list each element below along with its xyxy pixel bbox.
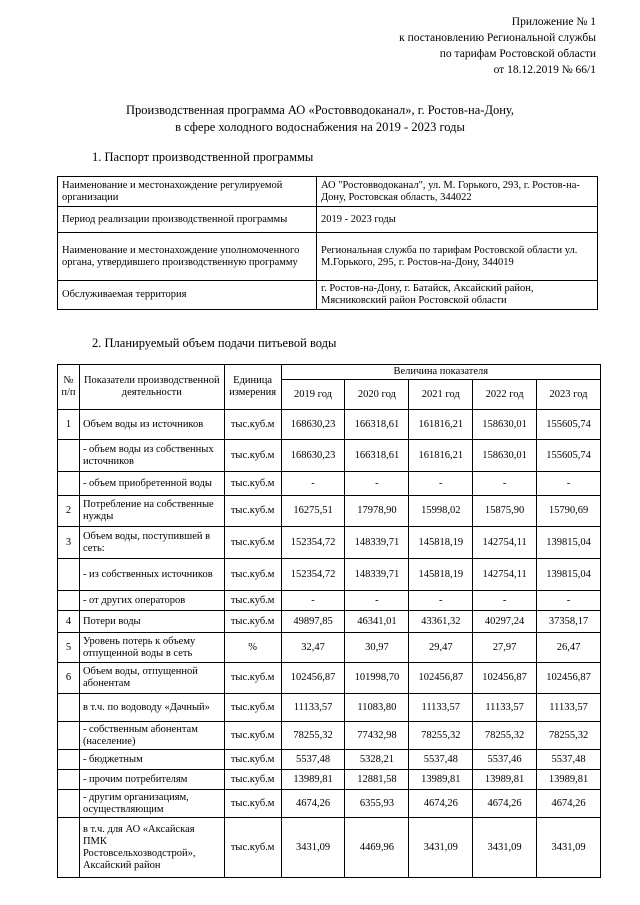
passport-key: Наименование и местонахождение регулируемой организации <box>58 177 317 207</box>
appendix-block <box>399 14 596 78</box>
table-row <box>58 694 601 722</box>
title-line: в сфере холодного водоснабжения на 2019 - 2023 годы <box>175 120 465 134</box>
row-num: 3 <box>58 527 80 559</box>
row-num <box>58 694 80 722</box>
row-num: 5 <box>58 633 80 663</box>
row-value: 102456,87 <box>537 663 601 694</box>
row-num: 4 <box>58 611 80 633</box>
row-value: 145818,19 <box>409 559 473 591</box>
row-value: 40297,24 <box>473 611 537 633</box>
table-row <box>58 790 601 818</box>
table-row <box>58 559 601 591</box>
row-value: - <box>409 591 473 611</box>
table-row <box>58 722 601 750</box>
row-num <box>58 722 80 750</box>
header-value-group: Величина показателя <box>281 365 600 380</box>
table-row <box>58 472 601 496</box>
row-unit: тыс.куб.м <box>224 663 281 694</box>
appendix-line: к постановлению Региональной службы <box>399 32 596 44</box>
row-name: в т.ч. для АО «Аксайская ПМК Ростовсельхозводстрой», Аксайский район <box>79 818 224 878</box>
row-value: 4674,26 <box>281 790 345 818</box>
table-row <box>58 770 601 790</box>
row-value: 6355,93 <box>345 790 409 818</box>
table-row <box>58 591 601 611</box>
table-row <box>58 410 601 440</box>
passport-row <box>58 281 598 310</box>
row-num <box>58 559 80 591</box>
row-value: 145818,19 <box>409 527 473 559</box>
row-value: 78255,32 <box>473 722 537 750</box>
row-value: 4469,96 <box>345 818 409 878</box>
row-num: 2 <box>58 496 80 527</box>
row-value: 155605,74 <box>537 440 601 472</box>
header-year: 2023 год <box>537 380 601 410</box>
table-row <box>58 527 601 559</box>
passport-key: Наименование и местонахождение уполномоченного органа, утвердившего производственную программу <box>58 233 317 281</box>
row-name: в т.ч. по водоводу «Дачный» <box>79 694 224 722</box>
row-unit: тыс.куб.м <box>224 440 281 472</box>
appendix-line: по тарифам Ростовской области <box>439 48 596 60</box>
row-name: Объем воды, поступившей в сеть: <box>79 527 224 559</box>
row-unit: % <box>224 633 281 663</box>
row-value: 11083,80 <box>345 694 409 722</box>
row-name: Объем воды, отпущенной абонентам <box>79 663 224 694</box>
table-row <box>58 440 601 472</box>
row-value: 13989,81 <box>409 770 473 790</box>
row-num <box>58 790 80 818</box>
passport-row <box>58 177 598 207</box>
header-unit: Единица измерения <box>224 365 281 410</box>
row-value: - <box>281 591 345 611</box>
row-value: 15790,69 <box>537 496 601 527</box>
row-value: 77432,98 <box>345 722 409 750</box>
row-num <box>58 472 80 496</box>
row-value: 139815,04 <box>537 527 601 559</box>
table-row <box>58 663 601 694</box>
row-value: - <box>281 472 345 496</box>
row-value: 5537,46 <box>473 750 537 770</box>
row-value: 4674,26 <box>473 790 537 818</box>
row-value: - <box>345 591 409 611</box>
row-value: 166318,61 <box>345 410 409 440</box>
row-value: 168630,23 <box>281 410 345 440</box>
row-value: - <box>537 472 601 496</box>
row-unit: тыс.куб.м <box>224 591 281 611</box>
row-value: 11133,57 <box>537 694 601 722</box>
row-unit: тыс.куб.м <box>224 790 281 818</box>
row-value: 78255,32 <box>409 722 473 750</box>
title-line: Производственная программа АО «Ростовводоканал», г. Ростов-на-Дону, <box>125 103 515 117</box>
row-name: - от других операторов <box>79 591 224 611</box>
row-unit: тыс.куб.м <box>224 770 281 790</box>
row-name: Потребление на собственные нужды <box>79 496 224 527</box>
header-year: 2022 год <box>473 380 537 410</box>
row-name: Объем воды из источников <box>79 410 224 440</box>
row-value: 148339,71 <box>345 559 409 591</box>
row-value: - <box>473 472 537 496</box>
row-unit: тыс.куб.м <box>224 818 281 878</box>
row-value: 27,97 <box>473 633 537 663</box>
section2-heading: 2. Планируемый объем подачи питьевой воды <box>92 336 337 350</box>
row-num <box>58 818 80 878</box>
row-value: 3431,09 <box>281 818 345 878</box>
row-value: 78255,32 <box>537 722 601 750</box>
row-value: 102456,87 <box>281 663 345 694</box>
table-row <box>58 633 601 663</box>
row-name: - из собственных источников <box>79 559 224 591</box>
row-value: 5537,48 <box>537 750 601 770</box>
row-value: 152354,72 <box>281 527 345 559</box>
passport-value: АО "Ростовводоканал", ул. М. Горького, 293, г. Ростов-на-Дону, Ростовская область, 344022 <box>317 177 598 207</box>
row-name: Уровень потерь к объему отпущенной воды в сеть <box>79 633 224 663</box>
row-value: 13989,81 <box>473 770 537 790</box>
row-value: 16275,51 <box>281 496 345 527</box>
row-unit: тыс.куб.м <box>224 496 281 527</box>
row-value: 15998,02 <box>409 496 473 527</box>
passport-key: Период реализации производственной программы <box>58 207 317 233</box>
row-value: 46341,01 <box>345 611 409 633</box>
header-year: 2019 год <box>281 380 345 410</box>
row-name: - объем воды из собственных источников <box>79 440 224 472</box>
table-row <box>58 496 601 527</box>
row-value: 5537,48 <box>281 750 345 770</box>
row-value: 4674,26 <box>537 790 601 818</box>
row-value: 158630,01 <box>473 440 537 472</box>
passport-table <box>57 176 598 310</box>
passport-row <box>58 207 598 233</box>
header-year: 2020 год <box>345 380 409 410</box>
row-unit: тыс.куб.м <box>224 694 281 722</box>
row-value: 32,47 <box>281 633 345 663</box>
row-value: 5537,48 <box>409 750 473 770</box>
row-value: 49897,85 <box>281 611 345 633</box>
row-value: 155605,74 <box>537 410 601 440</box>
row-value: 29,47 <box>409 633 473 663</box>
row-value: 3431,09 <box>409 818 473 878</box>
row-value: - <box>537 591 601 611</box>
row-value: 43361,32 <box>409 611 473 633</box>
row-value: 13989,81 <box>281 770 345 790</box>
row-num <box>58 591 80 611</box>
row-value: 158630,01 <box>473 410 537 440</box>
row-unit: тыс.куб.м <box>224 559 281 591</box>
row-name: - прочим потребителям <box>79 770 224 790</box>
header-num: № п/п <box>58 365 80 410</box>
row-value: 166318,61 <box>345 440 409 472</box>
appendix-line: Приложение № 1 <box>511 16 596 28</box>
row-value: 142754,11 <box>473 559 537 591</box>
row-value: 17978,90 <box>345 496 409 527</box>
document-title <box>0 102 640 136</box>
row-value: - <box>409 472 473 496</box>
row-num <box>58 440 80 472</box>
passport-key: Обслуживаемая территория <box>58 281 317 310</box>
row-value: 142754,11 <box>473 527 537 559</box>
row-value: 152354,72 <box>281 559 345 591</box>
appendix-line: от 18.12.2019 № 66/1 <box>493 64 596 76</box>
table-row <box>58 818 601 878</box>
row-value: 148339,71 <box>345 527 409 559</box>
passport-row <box>58 233 598 281</box>
row-value: 161816,21 <box>409 410 473 440</box>
row-value: 102456,87 <box>473 663 537 694</box>
row-unit: тыс.куб.м <box>224 722 281 750</box>
row-value: - <box>345 472 409 496</box>
passport-value: 2019 - 2023 годы <box>317 207 598 233</box>
row-num <box>58 750 80 770</box>
passport-value: Региональная служба по тарифам Ростовской области ул. М.Горького, 295, г. Ростов-на-Дону, 344019 <box>317 233 598 281</box>
row-unit: тыс.куб.м <box>224 410 281 440</box>
row-value: 102456,87 <box>409 663 473 694</box>
row-value: 78255,32 <box>281 722 345 750</box>
row-unit: тыс.куб.м <box>224 472 281 496</box>
row-value: 168630,23 <box>281 440 345 472</box>
row-value: 37358,17 <box>537 611 601 633</box>
row-value: 139815,04 <box>537 559 601 591</box>
row-value: 13989,81 <box>537 770 601 790</box>
row-value: 11133,57 <box>473 694 537 722</box>
row-value: 3431,09 <box>537 818 601 878</box>
row-value: 101998,70 <box>345 663 409 694</box>
table-row <box>58 750 601 770</box>
passport-value: г. Ростов-на-Дону, г. Батайск, Аксайский район, Мясниковский район Ростовской области <box>317 281 598 310</box>
row-value: 4674,26 <box>409 790 473 818</box>
row-num: 6 <box>58 663 80 694</box>
row-value: 5328,21 <box>345 750 409 770</box>
row-name: - бюджетным <box>79 750 224 770</box>
table-row <box>58 611 601 633</box>
header-year: 2021 год <box>409 380 473 410</box>
row-num <box>58 770 80 790</box>
row-value: 3431,09 <box>473 818 537 878</box>
row-name: - другим организациям, осуществляющим <box>79 790 224 818</box>
section1-heading: 1. Паспорт производственной программы <box>92 150 314 164</box>
row-value: 161816,21 <box>409 440 473 472</box>
volume-table <box>57 364 601 878</box>
row-value: 30,97 <box>345 633 409 663</box>
row-value: 11133,57 <box>409 694 473 722</box>
row-value: 15875,90 <box>473 496 537 527</box>
header-indicator: Показатели производственной деятельности <box>79 365 224 410</box>
row-value: - <box>473 591 537 611</box>
row-unit: тыс.куб.м <box>224 611 281 633</box>
row-value: 11133,57 <box>281 694 345 722</box>
row-name: - объем приобретенной воды <box>79 472 224 496</box>
row-unit: тыс.куб.м <box>224 527 281 559</box>
row-value: 26,47 <box>537 633 601 663</box>
row-name: Потери воды <box>79 611 224 633</box>
row-value: 12881,58 <box>345 770 409 790</box>
row-num: 1 <box>58 410 80 440</box>
row-unit: тыс.куб.м <box>224 750 281 770</box>
row-name: - собственным абонентам (население) <box>79 722 224 750</box>
